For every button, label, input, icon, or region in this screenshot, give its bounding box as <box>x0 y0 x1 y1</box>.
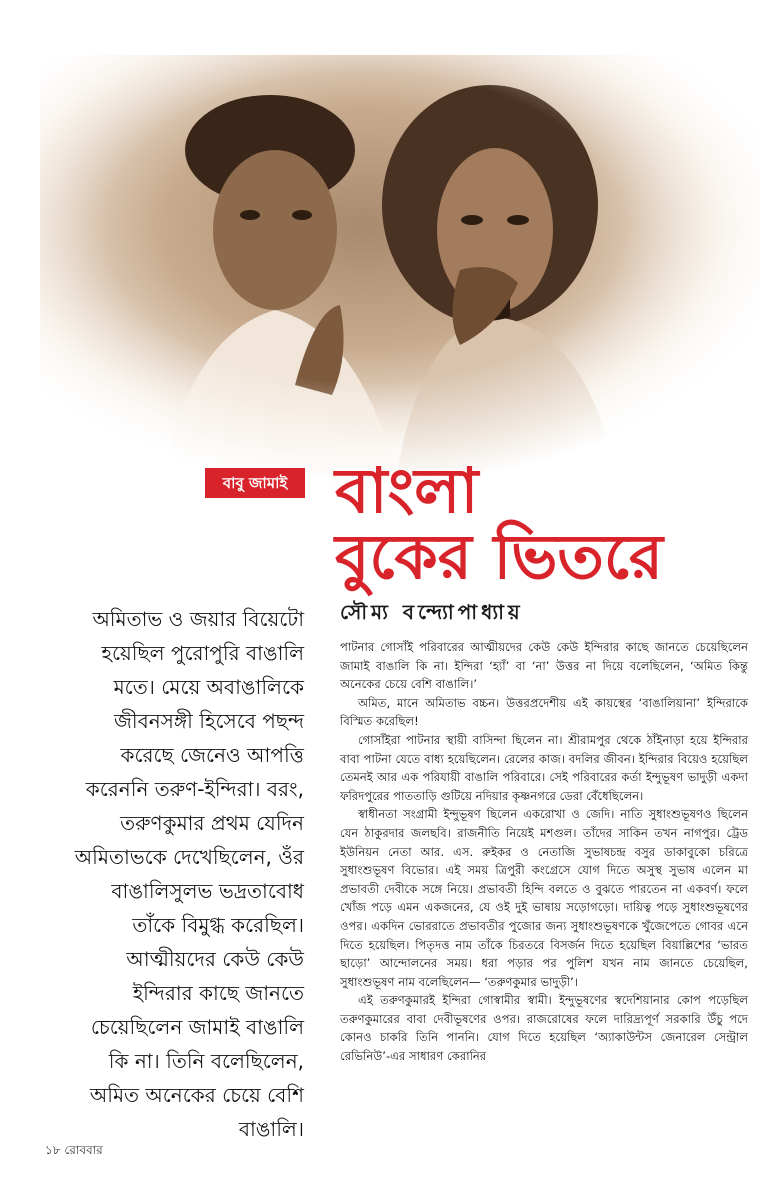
paragraph: অমিত, মানে অমিতাভ বচ্চন। উত্তরপ্রদেশীয় এই কায়স্থের ‘বাঙালিয়ানা’ ইন্দিরাকে বিস্মিত করেছিল! <box>340 695 748 729</box>
paragraph: গোসাঁইরা পাটনার স্থায়ী বাসিন্দা ছিলেন না। শ্রীরামপুর থেকে ঠাঁইনাড়া হয়ে ইন্দিরার বাবা পাটনা যেতে বাধ্য হয়েছিলেন। রেলের কাজ। বদলির জীবন। ইন্দিরার বিয়েও হয়েছিল তেমনই আর এক পরিযায়ী বাঙালি পরিবারে। সেই পরিবারের কর্তা ইন্দুভূষণ ভাদুড়ী একদা ফরিদপুরের পাততাড়ি গুটিয়ে নদিয়ার কৃষ্ণনগরে ডেরা বেঁধেছিলেন। <box>340 732 748 803</box>
page-footer: ১৮ রোববার <box>45 1143 103 1157</box>
couple-photo <box>40 55 760 485</box>
headline-line-1: বাংলা <box>335 454 479 527</box>
headline <box>335 454 755 593</box>
paragraph: পাটনার গোসাঁই পরিবারের আত্মীয়দের কেউ কেউ ইন্দিরার কাছে জানতে চেয়েছিলেন জামাই বাঙালি কি না। ইন্দিরা ‘হ্যাঁ’ বা ‘না’ উত্তর না দিয়ে বলেছিলেন, ‘অমিত কিন্তু অনেকের চেয়ে বেশি বাঙালি।’ <box>340 640 748 692</box>
author-byline: সৌম্য বন্দ্যোপাধ্যায় <box>340 600 524 624</box>
paragraph: এই তরুণকুমারই ইন্দিরা গোস্বামীর স্বামী। ইন্দুভূষণের স্বদেশিয়ানার কোপ পড়েছিল তরুণকুমারের বাবা দেবীভূষণের ওপর। রাজরোষের ফলে দারিদ্র্যপূর্ণ সরকারি উঁচু পদে কোনও চাকরি তিনি পাননি। যোগ দিতে হয়েছিল ‘অ্যাকাউন্টস জেনারেল সেন্ট্রাল রেভিনিউ’-এর সাধারণ কেরানির <box>340 993 748 1064</box>
pull-quote: অমিতাভ ও জয়ার বিয়েটো হয়েছিল পুরোপুরি বাঙালি মতে। মেয়ে অবাঙালিকে জীবনসঙ্গী হিসেবে পছন্দ করেছে জেনেও আপত্তি করেননি তরুণ-ইন্দিরা। বরং, তরুণকুমার প্রথম যেদিন অমিতাভকে দেখেছিলেন, ওঁর বাঙালিসুলভ ভদ্রতাবোধ তাঁকে বিমুগ্ধ করেছিল। আত্মীয়দের কেউ কেউ ইন্দিরার কাছে জানতে চেয়েছিলেন জামাই বাঙালি কি না। তিনি বলেছিলেন, অমিত অনেকের চেয়ে বেশি বাঙালি। <box>74 607 304 1141</box>
paragraph: স্বাধীনতা সংগ্রামী ইন্দুভূষণ ছিলেন একরোখা ও জেদি। নাতি সুধাংশুভূষণও ছিলেন যেন ঠাকুরদার জলছবি। রাজনীতি নিয়েই মশগুল। তাঁদের সাকিন তখন নাগপুর। ট্রেড ইউনিয়ন নেতা আর. এস. রুইকর ও নেতাজি সুভাষচন্দ্র বসুর ডাকাবুকো চরিত্রে সুধাংশুভূষণ বিভোর। এই সময় ত্রিপুরী কংগ্রেসে যোগ দিতে অসুস্থ সুভাষ এলেন মা প্রভাবতী দেবীকে সঙ্গে নিয়ে। প্রভাবতী হিন্দি বলতে ও বুঝতে পারতেন না একবর্ণ। ফলে খোঁজ পড়ে এমন একজনের, যে ওই দুই ভাষায় সড়োগড়ো। দায়িত্ব পড়ে সুধাংশুভূষণের ওপর। একদিন ভোররাতে প্রভাবতীর পুজোর জন্য সুধাংশুভূষণকে খুঁজেপেতে গোবর এনে দিতে হয়েছিল। পিতৃদত্ত নাম তাঁকে চিরতরে বিসর্জন দিতে হয়েছিল বিয়াল্লিশের ‘ভারত ছাড়ো’ আন্দোলনের সময়। ধরা পড়ার পর পুলিশ যখন নাম জানতে চেয়েছিল, সুধাংশুভূষণ নাম বলেছিলেন— ‘তরুণকুমার ভাদুড়ী’। <box>340 807 748 989</box>
section-tag: বাবু জামাই <box>205 468 305 498</box>
article-body <box>340 638 748 1066</box>
headline-line-2: বুকের ভিতরে <box>335 520 663 593</box>
